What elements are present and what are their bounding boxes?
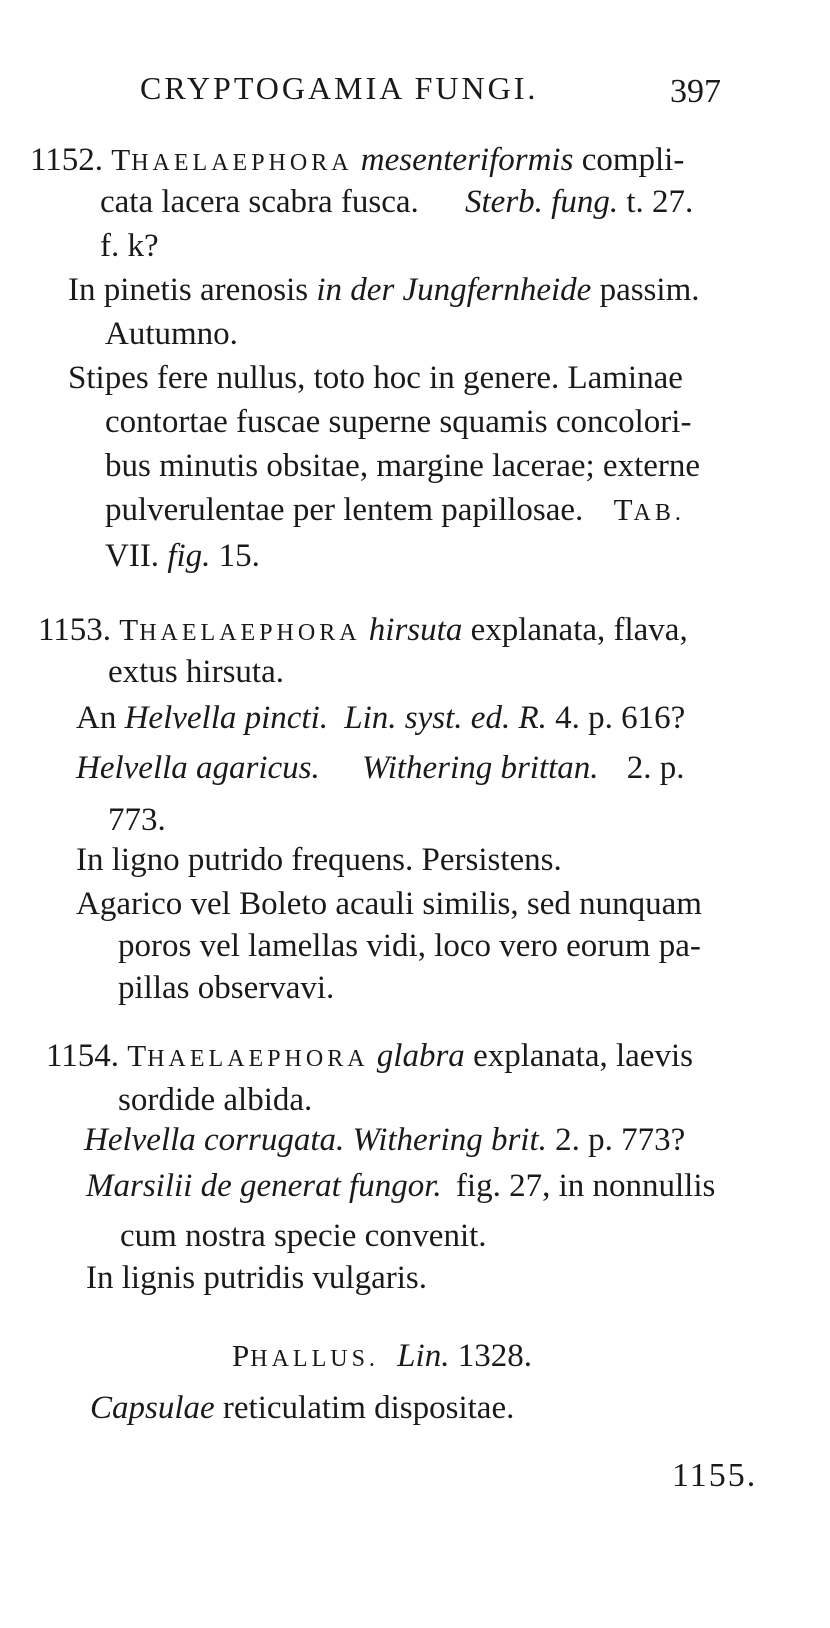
entry-1153-desc-3: pillas observavi. bbox=[118, 970, 335, 1006]
entry-1154-syn-1: Helvella corrugata. Withering brit. 2. p. 773? bbox=[84, 1122, 686, 1158]
species-epithet: hirsuta bbox=[368, 612, 463, 648]
entry-1152-line-3: f. k? bbox=[100, 228, 159, 264]
entry-1153-syn-3: 773. bbox=[108, 802, 166, 838]
diagnosis: explanata, laevis bbox=[473, 1038, 693, 1074]
entry-1153-desc-1: Agarico vel Boleto acauli similis, sed nunquam bbox=[76, 886, 702, 922]
diagnosis: compli- bbox=[581, 142, 685, 178]
genus-heading: PHALLUS. Lin. 1328. bbox=[232, 1338, 532, 1374]
entry-1152-desc-4: pulverulentae per lentem papillosae. TAB. bbox=[105, 492, 685, 528]
genus-name: THAELAEPHORA bbox=[127, 1038, 369, 1073]
plate-reference: TAB. bbox=[613, 492, 685, 527]
species-epithet: glabra bbox=[376, 1038, 465, 1074]
entry-1152-line-1 bbox=[30, 140, 684, 183]
reference: Sterb. fung. bbox=[465, 184, 619, 220]
running-title: CRYPTOGAMIA FUNGI. bbox=[140, 70, 539, 106]
catchword: 1155. bbox=[672, 1457, 758, 1494]
entry-number: 1154. bbox=[46, 1038, 120, 1074]
entry-1152-habitat: In pinetis arenosis in der Jungfernheide passim. bbox=[68, 272, 700, 308]
entry-1153-desc-2: poros vel lamellas vidi, loco vero eorum pa- bbox=[118, 928, 701, 964]
entry-number: 1152. bbox=[30, 142, 104, 178]
entry-1153-syn-1: An Helvella pincti. Lin. syst. ed. R. 4. p. 616? bbox=[76, 700, 686, 736]
entry-1153-line-1 bbox=[38, 610, 688, 653]
entry-1153-syn-2: Helvella agaricus. Withering brittan. 2. p. bbox=[76, 750, 685, 786]
page-number: 397 bbox=[670, 73, 721, 110]
entry-1154-syn-3: cum nostra specie convenit. bbox=[120, 1218, 487, 1254]
entry-1152-desc-3: bus minutis obsitae, margine lacerae; externe bbox=[105, 448, 701, 484]
diagnosis: explanata, flava, bbox=[470, 612, 688, 648]
entry-1152-desc-1: Stipes fere nullus, toto hoc in genere. Laminae bbox=[68, 360, 683, 396]
entry-1153-habitat: In ligno putrido frequens. Persistens. bbox=[76, 842, 562, 878]
entry-1152-season: Autumno. bbox=[105, 316, 238, 352]
genus-name: THAELAEPHORA bbox=[111, 142, 353, 177]
entry-1152-line-2: cata lacera scabra fusca. Sterb. fung. t. 27. bbox=[100, 184, 694, 220]
entry-number: 1153. bbox=[38, 612, 112, 648]
entry-1152-desc-2: contortae fuscae superne squamis concolori- bbox=[105, 404, 692, 440]
species-epithet: mesenteriformis bbox=[360, 142, 574, 178]
entry-1153-line-2: extus hirsuta. bbox=[108, 654, 284, 690]
entry-1154-habitat: In lignis putridis vulgaris. bbox=[86, 1260, 427, 1296]
genus-character: Capsulae reticulatim dispositae. bbox=[90, 1390, 515, 1426]
entry-1154-line-2: sordide albida. bbox=[118, 1082, 313, 1118]
genus-name: THAELAEPHORA bbox=[119, 612, 361, 647]
entry-1152-desc-5: VII. fig. 15. bbox=[105, 538, 260, 574]
entry-1154-line-1 bbox=[46, 1036, 693, 1079]
entry-1154-syn-2: Marsilii de generat fungor. fig. 27, in nonnullis bbox=[86, 1168, 716, 1204]
